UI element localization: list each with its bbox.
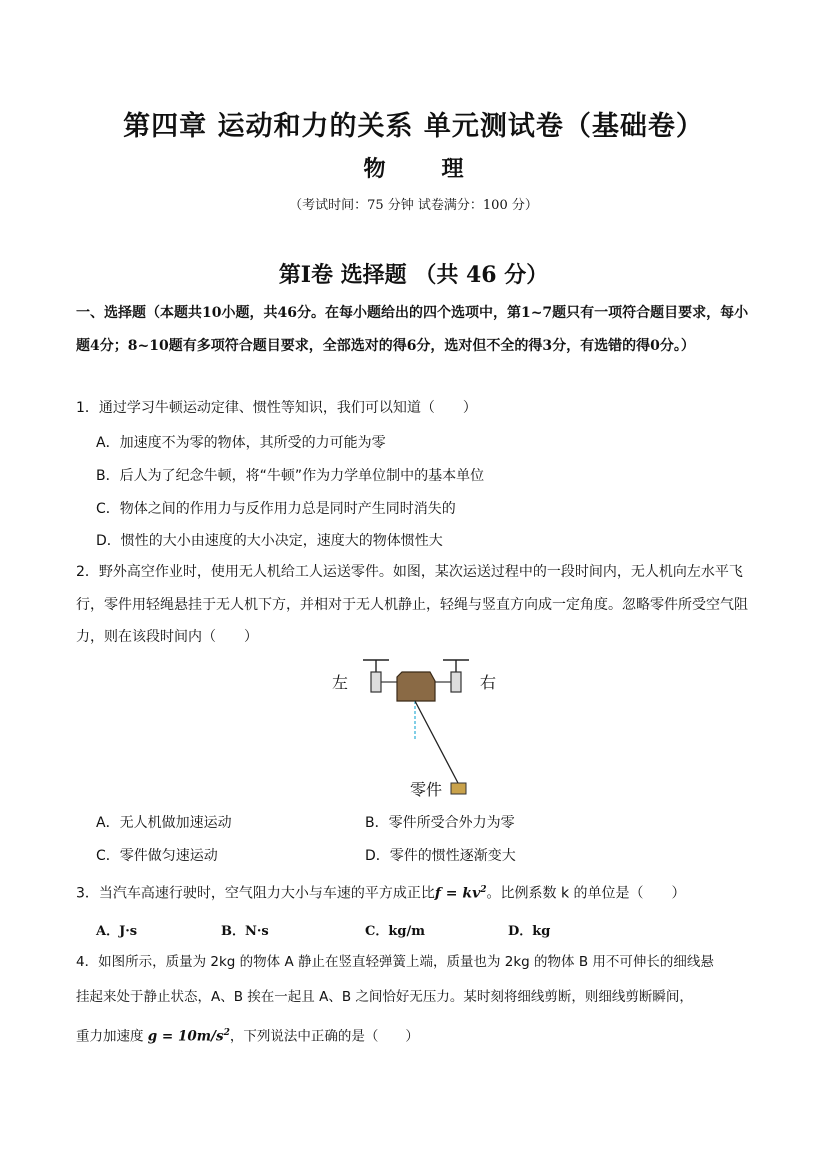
q3-formula-eq: = xyxy=(440,885,463,902)
q3-stem-after: 。比例系数 k 的单位是（ ） xyxy=(486,885,686,902)
paper-title: 第四章 运动和力的关系 单元测试卷（基础卷） xyxy=(123,111,704,142)
q4-g-formula: g = 10m/s xyxy=(147,1028,224,1045)
q4-line-3-before: 重力加速度 xyxy=(76,1028,148,1045)
q1-option-a: A．加速度不为零的物体，其所受的力可能为零 xyxy=(96,435,386,451)
q3-stem-before: 3．当汽车高速行驶时，空气阻力大小与车速的平方成正比 xyxy=(76,885,435,902)
drone-body xyxy=(397,672,435,701)
q3-formula-exp: 2 xyxy=(480,885,487,895)
q1-stem: 1．通过学习牛顿运动定律、惯性等知识，我们可以知道（ ） xyxy=(76,400,477,416)
q4-g-exp: 2 xyxy=(223,1028,230,1038)
subject-char-2: 理 xyxy=(441,156,464,182)
q3-option-c: C．kg/m xyxy=(365,924,425,939)
figure-right-label: 右 xyxy=(480,673,497,692)
figure-part-label: 零件 xyxy=(410,780,443,799)
section-instructions: 一、选择题（本题共10小题，共46分。在每小题给出的四个选项中，第1~7题只有一项符合题目要求，每小题4分；8~10题有多项符合题目要求，全部选对的得6分，选对但不全的得3分，有选错的得0分。） xyxy=(76,305,749,354)
q2-option-c: C．零件做匀速运动 xyxy=(96,848,218,864)
q2-option-d: D．零件的惯性逐渐变大 xyxy=(365,848,516,864)
right-motor xyxy=(451,672,461,692)
q2-option-b: B．零件所受合外力为零 xyxy=(365,815,515,831)
q4-line-1: 4．如图所示，质量为 2kg 的物体 A 静止在竖直轻弹簧上端，质量也为 2kg 的物体 B 用不可伸长的细线悬 xyxy=(76,954,714,970)
subject-heading xyxy=(0,152,827,183)
q2-option-a: A．无人机做加速运动 xyxy=(96,815,232,831)
q1-option-d: D．惯性的大小由速度的大小决定，速度大的物体惯性大 xyxy=(96,533,443,549)
q3-formula-f: f xyxy=(434,885,441,902)
exam-info: （考试时间：75 分钟 试卷满分：100 分） xyxy=(289,198,538,213)
q1-option-b: B．后人为了纪念牛顿，将“牛顿”作为力学单位制中的基本单位 xyxy=(96,468,485,484)
q3-stem xyxy=(76,874,752,910)
q4-line-3-after: ，下列说法中正确的是（ ） xyxy=(229,1028,419,1045)
q3-formula-kv: kv xyxy=(462,885,481,902)
section-title: 第Ⅰ卷 选择题 （共 46 分） xyxy=(278,262,549,288)
drone-figure xyxy=(355,655,485,800)
q4-line-2: 挂起来处于静止状态，A、B 挨在一起且 A、B 之间恰好无压力。某时刻将细线剪断，则细线剪断瞬间， xyxy=(76,989,693,1005)
subject-char-1: 物 xyxy=(363,156,386,182)
q1-option-c: C．物体之间的作用力与反作用力总是同时产生同时消失的 xyxy=(96,501,456,517)
left-motor xyxy=(371,672,381,692)
q4-line-3 xyxy=(76,1017,752,1053)
q2-stem: 2．野外高空作业时，使用无人机给工人运送零件。如图，某次运送过程中的一段时间内，无人机向左水平飞行，零件用轻绳悬挂于无人机下方，并相对于无人机静止，轻绳与竖直方向成一定角度。忽略零件所受空气阻力，则在该段时间内（ ） xyxy=(76,564,748,645)
q3-option-a: A．J·s xyxy=(96,924,138,939)
rope xyxy=(415,701,458,783)
figure-left-label: 左 xyxy=(332,673,349,692)
q3-option-d: D．kg xyxy=(508,924,551,939)
part-block xyxy=(451,783,466,794)
q3-option-b: B．N·s xyxy=(221,924,269,939)
